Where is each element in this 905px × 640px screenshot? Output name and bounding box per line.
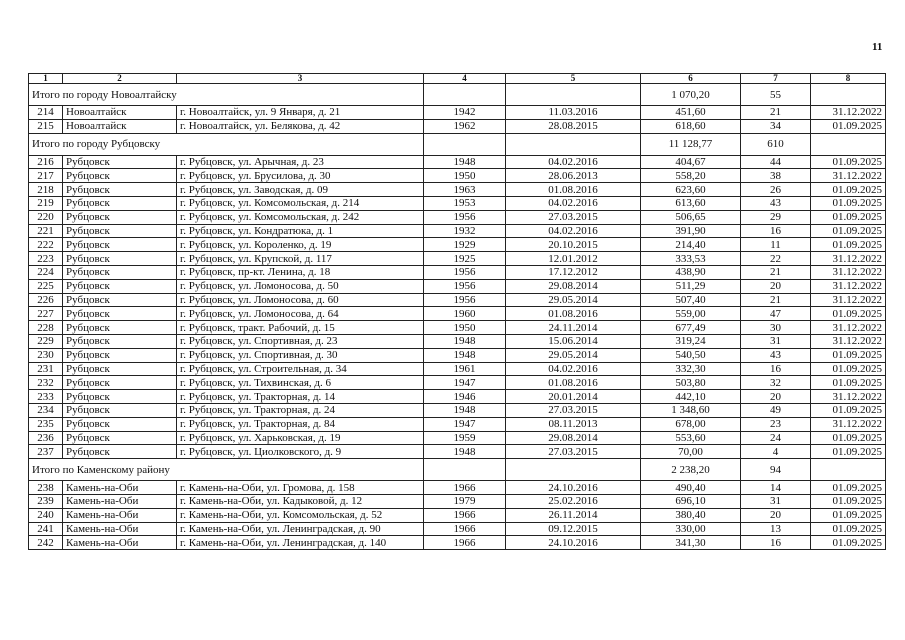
row-count: 47 xyxy=(741,307,811,321)
table-row xyxy=(29,522,886,536)
row-deadline: 01.09.2025 xyxy=(811,481,886,495)
row-year: 1942 xyxy=(424,106,506,120)
subtotal-area: 11 128,77 xyxy=(641,133,741,155)
row-deadline: 31.12.2022 xyxy=(811,334,886,348)
row-area: 438,90 xyxy=(641,265,741,279)
subtotal-date xyxy=(506,133,641,155)
row-area: 696,10 xyxy=(641,494,741,508)
row-number: 238 xyxy=(29,481,63,495)
row-number: 242 xyxy=(29,536,63,550)
row-number: 234 xyxy=(29,403,63,417)
row-date: 01.08.2016 xyxy=(506,183,641,197)
table-row xyxy=(29,252,886,266)
row-address: г. Рубцовск, ул. Харьковская, д. 19 xyxy=(177,431,424,445)
row-number: 240 xyxy=(29,508,63,522)
row-area: 319,24 xyxy=(641,334,741,348)
row-year: 1947 xyxy=(424,376,506,390)
row-year: 1963 xyxy=(424,183,506,197)
table-row xyxy=(29,196,886,210)
row-address: г. Камень-на-Оби, ул. Комсомольская, д. 52 xyxy=(177,508,424,522)
row-address: г. Рубцовск, ул. Спортивная, д. 30 xyxy=(177,348,424,362)
row-area: 490,40 xyxy=(641,481,741,495)
row-date: 15.06.2014 xyxy=(506,334,641,348)
row-date: 24.11.2014 xyxy=(506,321,641,335)
table-row xyxy=(29,321,886,335)
row-count: 26 xyxy=(741,183,811,197)
row-deadline: 01.09.2025 xyxy=(811,155,886,169)
row-area: 70,00 xyxy=(641,445,741,459)
row-number: 228 xyxy=(29,321,63,335)
row-count: 49 xyxy=(741,403,811,417)
row-city: Рубцовск xyxy=(63,348,177,362)
row-area: 330,00 xyxy=(641,522,741,536)
row-year: 1956 xyxy=(424,265,506,279)
row-area: 618,60 xyxy=(641,119,741,133)
table-row xyxy=(29,403,886,417)
row-count: 14 xyxy=(741,481,811,495)
row-date: 20.01.2014 xyxy=(506,390,641,404)
row-count: 43 xyxy=(741,196,811,210)
row-date: 11.03.2016 xyxy=(506,106,641,120)
row-city: Камень-на-Оби xyxy=(63,522,177,536)
row-deadline: 01.09.2025 xyxy=(811,119,886,133)
row-number: 224 xyxy=(29,265,63,279)
table-row xyxy=(29,279,886,293)
row-date: 27.03.2015 xyxy=(506,403,641,417)
column-header: 6 xyxy=(641,74,741,84)
row-year: 1966 xyxy=(424,522,506,536)
row-count: 21 xyxy=(741,106,811,120)
row-deadline: 31.12.2022 xyxy=(811,252,886,266)
row-number: 227 xyxy=(29,307,63,321)
row-area: 678,00 xyxy=(641,417,741,431)
row-area: 333,53 xyxy=(641,252,741,266)
row-address: г. Рубцовск, ул. Брусилова, д. 30 xyxy=(177,169,424,183)
row-city: Рубцовск xyxy=(63,238,177,252)
table-row xyxy=(29,293,886,307)
row-deadline: 01.09.2025 xyxy=(811,536,886,550)
row-number: 214 xyxy=(29,106,63,120)
row-area: 553,60 xyxy=(641,431,741,445)
row-number: 233 xyxy=(29,390,63,404)
row-city: Рубцовск xyxy=(63,279,177,293)
row-address: г. Рубцовск, ул. Ломоносова, д. 50 xyxy=(177,279,424,293)
table-row xyxy=(29,334,886,348)
row-city: Новоалтайск xyxy=(63,119,177,133)
row-year: 1966 xyxy=(424,536,506,550)
row-date: 12.01.2012 xyxy=(506,252,641,266)
row-number: 222 xyxy=(29,238,63,252)
row-deadline: 01.09.2025 xyxy=(811,403,886,417)
row-city: Рубцовск xyxy=(63,390,177,404)
row-year: 1966 xyxy=(424,508,506,522)
row-date: 28.06.2013 xyxy=(506,169,641,183)
row-count: 44 xyxy=(741,155,811,169)
row-date: 24.10.2016 xyxy=(506,536,641,550)
subtotal-count: 94 xyxy=(741,459,811,481)
table-row xyxy=(29,481,886,495)
row-count: 4 xyxy=(741,445,811,459)
row-deadline: 01.09.2025 xyxy=(811,376,886,390)
subtotal-count: 610 xyxy=(741,133,811,155)
row-date: 24.10.2016 xyxy=(506,481,641,495)
row-address: г. Камень-на-Оби, ул. Ленинградская, д. 90 xyxy=(177,522,424,536)
row-number: 221 xyxy=(29,224,63,238)
row-address: г. Рубцовск, ул. Комсомольская, д. 214 xyxy=(177,196,424,210)
row-deadline: 01.09.2025 xyxy=(811,210,886,224)
row-address: г. Новоалтайск, ул. 9 Января, д. 21 xyxy=(177,106,424,120)
row-city: Рубцовск xyxy=(63,334,177,348)
row-city: Рубцовск xyxy=(63,265,177,279)
row-number: 229 xyxy=(29,334,63,348)
row-date: 04.02.2016 xyxy=(506,362,641,376)
subtotal-row xyxy=(29,459,886,481)
row-city: Камень-на-Оби xyxy=(63,508,177,522)
row-year: 1956 xyxy=(424,210,506,224)
row-area: 391,90 xyxy=(641,224,741,238)
row-address: г. Рубцовск, ул. Циолковского, д. 9 xyxy=(177,445,424,459)
row-number: 215 xyxy=(29,119,63,133)
row-number: 232 xyxy=(29,376,63,390)
housing-table xyxy=(28,73,886,550)
row-city: Рубцовск xyxy=(63,293,177,307)
row-date: 20.10.2015 xyxy=(506,238,641,252)
row-year: 1946 xyxy=(424,390,506,404)
row-number: 231 xyxy=(29,362,63,376)
row-date: 01.08.2016 xyxy=(506,376,641,390)
table-row xyxy=(29,155,886,169)
table-row xyxy=(29,348,886,362)
row-area: 380,40 xyxy=(641,508,741,522)
row-count: 24 xyxy=(741,431,811,445)
subtotal-year xyxy=(424,84,506,106)
row-deadline: 01.09.2025 xyxy=(811,494,886,508)
subtotal-label: Итого по Каменскому району xyxy=(29,459,424,481)
row-address: г. Новоалтайск, ул. Белякова, д. 42 xyxy=(177,119,424,133)
row-city: Рубцовск xyxy=(63,224,177,238)
column-header: 1 xyxy=(29,74,63,84)
table-row xyxy=(29,169,886,183)
row-date: 29.08.2014 xyxy=(506,431,641,445)
table-row xyxy=(29,265,886,279)
subtotal-area: 1 070,20 xyxy=(641,84,741,106)
row-year: 1956 xyxy=(424,293,506,307)
row-date: 09.12.2015 xyxy=(506,522,641,536)
row-deadline: 01.09.2025 xyxy=(811,307,886,321)
row-number: 239 xyxy=(29,494,63,508)
row-deadline: 31.12.2022 xyxy=(811,293,886,307)
row-year: 1925 xyxy=(424,252,506,266)
column-header-row xyxy=(29,74,886,84)
row-deadline: 31.12.2022 xyxy=(811,169,886,183)
table-row xyxy=(29,307,886,321)
column-header: 8 xyxy=(811,74,886,84)
row-address: г. Рубцовск, пр-кт. Ленина, д. 18 xyxy=(177,265,424,279)
row-deadline: 31.12.2022 xyxy=(811,417,886,431)
column-header: 5 xyxy=(506,74,641,84)
row-date: 29.08.2014 xyxy=(506,279,641,293)
table-row xyxy=(29,376,886,390)
row-count: 23 xyxy=(741,417,811,431)
row-address: г. Рубцовск, ул. Кондратюка, д. 1 xyxy=(177,224,424,238)
row-city: Новоалтайск xyxy=(63,106,177,120)
row-count: 16 xyxy=(741,224,811,238)
row-address: г. Камень-на-Оби, ул. Ленинградская, д. 140 xyxy=(177,536,424,550)
row-deadline: 01.09.2025 xyxy=(811,431,886,445)
row-date: 04.02.2016 xyxy=(506,155,641,169)
subtotal-label: Итого по городу Рубцовску xyxy=(29,133,424,155)
row-city: Рубцовск xyxy=(63,376,177,390)
row-deadline: 01.09.2025 xyxy=(811,445,886,459)
table-row xyxy=(29,508,886,522)
row-area: 404,67 xyxy=(641,155,741,169)
row-year: 1956 xyxy=(424,279,506,293)
table-row xyxy=(29,224,886,238)
row-area: 506,65 xyxy=(641,210,741,224)
row-address: г. Рубцовск, ул. Ломоносова, д. 60 xyxy=(177,293,424,307)
row-count: 16 xyxy=(741,362,811,376)
row-city: Рубцовск xyxy=(63,155,177,169)
table-row xyxy=(29,119,886,133)
subtotal-area: 2 238,20 xyxy=(641,459,741,481)
subtotal-label: Итого по городу Новоалтайску xyxy=(29,84,424,106)
row-area: 451,60 xyxy=(641,106,741,120)
row-year: 1961 xyxy=(424,362,506,376)
row-year: 1962 xyxy=(424,119,506,133)
page-number: 11 xyxy=(872,41,883,53)
row-city: Рубцовск xyxy=(63,252,177,266)
row-area: 503,80 xyxy=(641,376,741,390)
row-count: 20 xyxy=(741,279,811,293)
row-number: 217 xyxy=(29,169,63,183)
row-deadline: 01.09.2025 xyxy=(811,522,886,536)
row-date: 27.03.2015 xyxy=(506,445,641,459)
row-date: 29.05.2014 xyxy=(506,348,641,362)
row-year: 1929 xyxy=(424,238,506,252)
row-deadline: 01.09.2025 xyxy=(811,238,886,252)
row-count: 20 xyxy=(741,508,811,522)
row-count: 20 xyxy=(741,390,811,404)
row-date: 08.11.2013 xyxy=(506,417,641,431)
row-city: Рубцовск xyxy=(63,445,177,459)
row-deadline: 31.12.2022 xyxy=(811,321,886,335)
row-deadline: 31.12.2022 xyxy=(811,279,886,293)
row-address: г. Рубцовск, ул. Тракторная, д. 24 xyxy=(177,403,424,417)
table-row xyxy=(29,431,886,445)
row-area: 623,60 xyxy=(641,183,741,197)
row-count: 13 xyxy=(741,522,811,536)
row-deadline: 01.09.2025 xyxy=(811,196,886,210)
subtotal-date xyxy=(506,84,641,106)
subtotal-date xyxy=(506,459,641,481)
row-count: 11 xyxy=(741,238,811,252)
row-count: 43 xyxy=(741,348,811,362)
row-city: Камень-на-Оби xyxy=(63,494,177,508)
row-year: 1948 xyxy=(424,403,506,417)
row-count: 21 xyxy=(741,293,811,307)
row-year: 1959 xyxy=(424,431,506,445)
row-count: 32 xyxy=(741,376,811,390)
row-count: 31 xyxy=(741,494,811,508)
subtotal-row xyxy=(29,133,886,155)
column-header: 4 xyxy=(424,74,506,84)
row-date: 04.02.2016 xyxy=(506,196,641,210)
row-date: 25.02.2016 xyxy=(506,494,641,508)
row-number: 218 xyxy=(29,183,63,197)
row-date: 29.05.2014 xyxy=(506,293,641,307)
subtotal-year xyxy=(424,459,506,481)
row-date: 27.03.2015 xyxy=(506,210,641,224)
row-count: 16 xyxy=(741,536,811,550)
row-address: г. Рубцовск, ул. Заводская, д. 09 xyxy=(177,183,424,197)
row-area: 1 348,60 xyxy=(641,403,741,417)
row-count: 29 xyxy=(741,210,811,224)
row-number: 216 xyxy=(29,155,63,169)
row-address: г. Рубцовск, ул. Арычная, д. 23 xyxy=(177,155,424,169)
row-city: Рубцовск xyxy=(63,431,177,445)
table-row xyxy=(29,417,886,431)
table-row xyxy=(29,210,886,224)
row-city: Рубцовск xyxy=(63,169,177,183)
row-number: 226 xyxy=(29,293,63,307)
row-address: г. Рубцовск, ул. Тихвинская, д. 6 xyxy=(177,376,424,390)
row-address: г. Рубцовск, ул. Тракторная, д. 14 xyxy=(177,390,424,404)
row-address: г. Рубцовск, ул. Спортивная, д. 23 xyxy=(177,334,424,348)
subtotal-deadline xyxy=(811,84,886,106)
row-area: 558,20 xyxy=(641,169,741,183)
row-year: 1950 xyxy=(424,169,506,183)
row-count: 30 xyxy=(741,321,811,335)
row-address: г. Рубцовск, ул. Строительная, д. 34 xyxy=(177,362,424,376)
row-area: 559,00 xyxy=(641,307,741,321)
row-city: Рубцовск xyxy=(63,362,177,376)
row-deadline: 01.09.2025 xyxy=(811,183,886,197)
row-number: 241 xyxy=(29,522,63,536)
row-year: 1950 xyxy=(424,321,506,335)
row-area: 332,30 xyxy=(641,362,741,376)
table-body xyxy=(29,74,886,550)
row-year: 1979 xyxy=(424,494,506,508)
row-address: г. Рубцовск, ул. Крупской, д. 117 xyxy=(177,252,424,266)
row-address: г. Рубцовск, ул. Комсомольская, д. 242 xyxy=(177,210,424,224)
row-date: 17.12.2012 xyxy=(506,265,641,279)
row-number: 225 xyxy=(29,279,63,293)
row-area: 214,40 xyxy=(641,238,741,252)
row-year: 1953 xyxy=(424,196,506,210)
row-year: 1948 xyxy=(424,348,506,362)
row-count: 31 xyxy=(741,334,811,348)
row-number: 237 xyxy=(29,445,63,459)
row-city: Камень-на-Оби xyxy=(63,536,177,550)
row-count: 34 xyxy=(741,119,811,133)
row-area: 540,50 xyxy=(641,348,741,362)
row-year: 1932 xyxy=(424,224,506,238)
row-deadline: 01.09.2025 xyxy=(811,348,886,362)
row-year: 1948 xyxy=(424,445,506,459)
row-year: 1966 xyxy=(424,481,506,495)
row-address: г. Камень-на-Оби, ул. Кадыковой, д. 12 xyxy=(177,494,424,508)
row-deadline: 31.12.2022 xyxy=(811,106,886,120)
row-address: г. Камень-на-Оби, ул. Громова, д. 158 xyxy=(177,481,424,495)
row-number: 235 xyxy=(29,417,63,431)
row-city: Рубцовск xyxy=(63,183,177,197)
column-header: 7 xyxy=(741,74,811,84)
table-row xyxy=(29,106,886,120)
subtotal-deadline xyxy=(811,459,886,481)
row-count: 21 xyxy=(741,265,811,279)
column-header: 2 xyxy=(63,74,177,84)
row-address: г. Рубцовск, ул. Ломоносова, д. 64 xyxy=(177,307,424,321)
row-year: 1960 xyxy=(424,307,506,321)
row-area: 507,40 xyxy=(641,293,741,307)
row-deadline: 01.09.2025 xyxy=(811,362,886,376)
table-row xyxy=(29,183,886,197)
row-number: 223 xyxy=(29,252,63,266)
row-city: Рубцовск xyxy=(63,210,177,224)
table-row xyxy=(29,445,886,459)
row-year: 1948 xyxy=(424,155,506,169)
subtotal-year xyxy=(424,133,506,155)
table-row xyxy=(29,390,886,404)
row-deadline: 01.09.2025 xyxy=(811,224,886,238)
row-address: г. Рубцовск, ул. Короленко, д. 19 xyxy=(177,238,424,252)
row-date: 28.08.2015 xyxy=(506,119,641,133)
table-row xyxy=(29,238,886,252)
row-date: 04.02.2016 xyxy=(506,224,641,238)
row-deadline: 01.09.2025 xyxy=(811,508,886,522)
row-city: Рубцовск xyxy=(63,417,177,431)
row-number: 220 xyxy=(29,210,63,224)
row-city: Рубцовск xyxy=(63,321,177,335)
row-area: 677,49 xyxy=(641,321,741,335)
subtotal-deadline xyxy=(811,133,886,155)
row-number: 236 xyxy=(29,431,63,445)
row-year: 1947 xyxy=(424,417,506,431)
row-address: г. Рубцовск, тракт. Рабочий, д. 15 xyxy=(177,321,424,335)
row-city: Рубцовск xyxy=(63,403,177,417)
table-row xyxy=(29,494,886,508)
row-deadline: 31.12.2022 xyxy=(811,390,886,404)
row-address: г. Рубцовск, ул. Тракторная, д. 84 xyxy=(177,417,424,431)
subtotal-count: 55 xyxy=(741,84,811,106)
row-number: 219 xyxy=(29,196,63,210)
row-number: 230 xyxy=(29,348,63,362)
row-date: 01.08.2016 xyxy=(506,307,641,321)
row-year: 1948 xyxy=(424,334,506,348)
row-city: Рубцовск xyxy=(63,307,177,321)
row-date: 26.11.2014 xyxy=(506,508,641,522)
subtotal-row xyxy=(29,84,886,106)
row-area: 442,10 xyxy=(641,390,741,404)
column-header: 3 xyxy=(177,74,424,84)
row-count: 22 xyxy=(741,252,811,266)
table-row xyxy=(29,536,886,550)
row-area: 613,60 xyxy=(641,196,741,210)
row-deadline: 31.12.2022 xyxy=(811,265,886,279)
table-row xyxy=(29,362,886,376)
row-city: Камень-на-Оби xyxy=(63,481,177,495)
row-count: 38 xyxy=(741,169,811,183)
row-area: 511,29 xyxy=(641,279,741,293)
row-area: 341,30 xyxy=(641,536,741,550)
row-city: Рубцовск xyxy=(63,196,177,210)
